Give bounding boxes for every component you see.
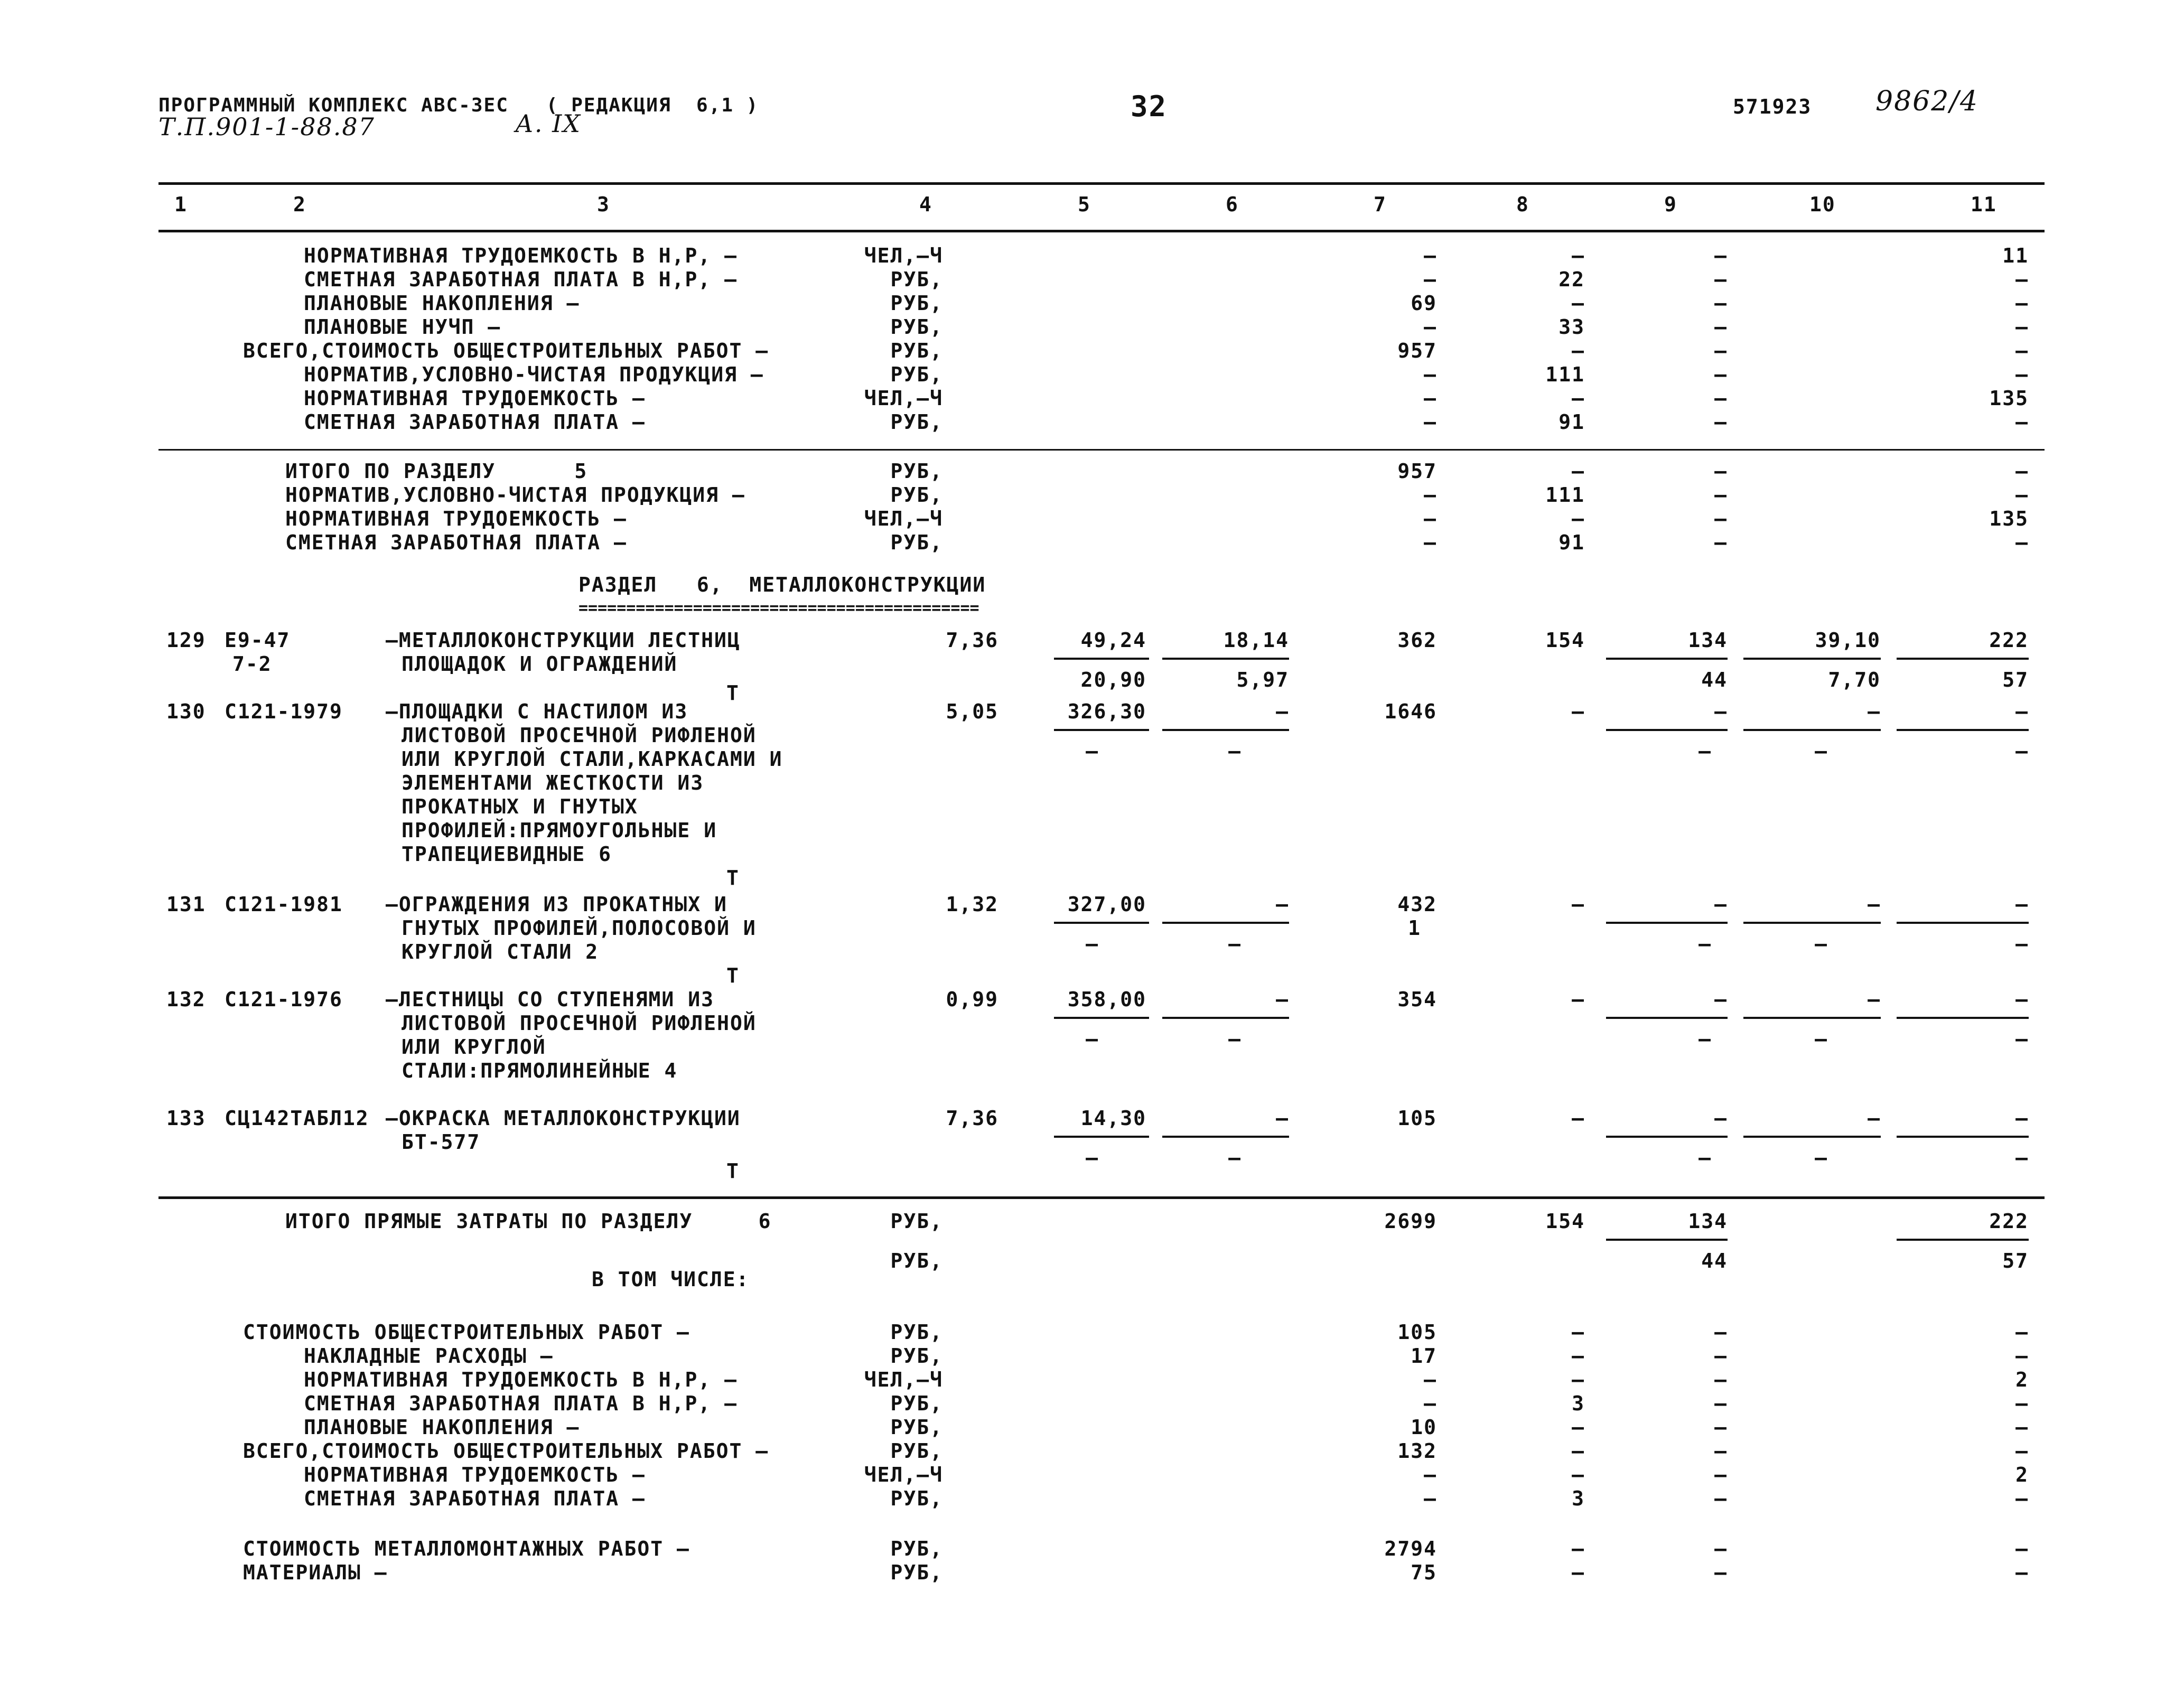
summary-row-unit: РУБ,: [890, 460, 943, 483]
col9-value: –: [1714, 1392, 1728, 1415]
program-header: ПРОГРАММНЫЙ КОМПЛЕКС АВС-3ЕС ( РЕДАКЦИЯ 6,1 ): [158, 95, 759, 116]
page-number: 32: [1131, 90, 1168, 123]
fraction-line: [1054, 658, 1149, 660]
col10-value: 39,10: [1815, 629, 1881, 652]
col10-sub-value: 7,70: [1828, 668, 1881, 691]
item-t-mark: Т: [726, 866, 740, 890]
col7-value: –: [1424, 507, 1437, 530]
item-description-line: –ОКРАСКА МЕТАЛЛОКОНСТРУКЦИИ: [386, 1107, 741, 1130]
fraction-line: [1162, 1017, 1289, 1019]
col7-value: 132: [1397, 1439, 1437, 1463]
col9-sub-value: –: [1698, 932, 1712, 956]
col9-value: –: [1714, 1487, 1728, 1510]
col8-value: 22: [1558, 268, 1585, 291]
summary-row-label: ПЛАНОВЫЕ НАКОПЛЕНИЯ –: [304, 292, 580, 315]
section5-rule: [158, 449, 2045, 451]
item-description-line: ЭЛЕМЕНТАМИ ЖЕСТКОСТИ ИЗ: [402, 771, 704, 794]
col6-sub-value: –: [1228, 739, 1242, 763]
col8-value: –: [1572, 988, 1585, 1011]
fraction-line: [1743, 1136, 1881, 1138]
fraction-line: [1897, 658, 2029, 660]
col8-value: –: [1572, 1416, 1585, 1439]
col11-value: –: [2015, 1321, 2029, 1344]
summary-row-unit: РУБ,: [890, 292, 943, 315]
fraction-line: [1606, 922, 1728, 924]
column-number: 10: [1809, 193, 1836, 216]
col7-value: 957: [1397, 339, 1437, 362]
column-number: 2: [293, 193, 306, 216]
col11-value: –: [2015, 339, 2029, 362]
col9-value: –: [1714, 1537, 1728, 1560]
fraction-line: [1606, 1239, 1728, 1241]
summary-row-label: МАТЕРИАЛЫ –: [243, 1561, 388, 1584]
col9-value: –: [1714, 387, 1728, 410]
col7-value: –: [1424, 387, 1437, 410]
item-number: 132: [166, 988, 206, 1011]
col8-value: –: [1572, 1463, 1585, 1486]
column-number: 8: [1516, 193, 1529, 216]
summary-row-unit: РУБ,: [890, 1321, 943, 1344]
item-t-mark: Т: [726, 1159, 740, 1183]
item-code-line2: 7-2: [232, 652, 272, 676]
col8-value: 111: [1545, 483, 1585, 507]
item-code: С121-1979: [225, 700, 343, 723]
col4-value: 5,05: [946, 700, 998, 723]
fraction-line: [1743, 658, 1881, 660]
col11-value: –: [2015, 292, 2029, 315]
col11-value: 222: [1989, 629, 2029, 652]
col11-value: 2: [2015, 1368, 2029, 1391]
col7-value: 432: [1397, 893, 1437, 916]
column-header-rule: [158, 230, 2045, 232]
col8-value: –: [1572, 339, 1585, 362]
col7-value: 2699: [1384, 1210, 1437, 1233]
fraction-line: [1743, 729, 1881, 731]
item-description-line: –ЛЕСТНИЦЫ СО СТУПЕНЯМИ ИЗ: [386, 988, 714, 1011]
col6-sub-value: –: [1228, 1027, 1242, 1051]
summary-row-unit: РУБ,: [890, 1487, 943, 1510]
col9-value: –: [1714, 339, 1728, 362]
summary-row-label: СМЕТНАЯ ЗАРАБОТНАЯ ПЛАТА В Н,Р, –: [304, 1392, 738, 1415]
item-number: 131: [166, 893, 206, 916]
col9-value: –: [1714, 268, 1728, 291]
summary-row-label: ВСЕГО,СТОИМОСТЬ ОБЩЕСТРОИТЕЛЬНЫХ РАБОТ –: [243, 1439, 769, 1463]
col11-sub-value: –: [2015, 932, 2029, 956]
col11-value: –: [2015, 460, 2029, 483]
summary-row-label: СТОИМОСТЬ МЕТАЛЛОМОНТАЖНЫХ РАБОТ –: [243, 1537, 690, 1560]
col10-value: –: [1868, 700, 1881, 723]
col8-value: –: [1572, 244, 1585, 267]
col9-value: –: [1714, 1439, 1728, 1463]
tp-number: Т.П.901-1-88.87: [158, 113, 375, 141]
item-code: СЦ142ТАБЛ12: [225, 1107, 369, 1130]
col5-value: 49,24: [1080, 629, 1146, 652]
col8-value: 154: [1545, 629, 1585, 652]
col10-value: –: [1868, 1107, 1881, 1130]
item-description-line: ПРОКАТНЫХ И ГНУТЫХ: [402, 795, 638, 818]
handwritten-code: 9862/4: [1875, 86, 1978, 117]
summary-row-unit: РУБ,: [890, 339, 943, 362]
col9-value: –: [1714, 315, 1728, 339]
summary-row-label: НОРМАТИВНАЯ ТРУДОЕМКОСТЬ В Н,Р, –: [304, 1368, 738, 1391]
summary-row-label: ВСЕГО,СТОИМОСТЬ ОБЩЕСТРОИТЕЛЬНЫХ РАБОТ –: [243, 339, 769, 362]
summary-row-label: НОРМАТИВНАЯ ТРУДОЕМКОСТЬ –: [285, 507, 627, 530]
col11-value: –: [2015, 1344, 2029, 1368]
col7-value: 2794: [1384, 1537, 1437, 1560]
col8-value: –: [1572, 1107, 1585, 1130]
col9-value: –: [1714, 700, 1728, 723]
col5-value: 358,00: [1067, 988, 1146, 1011]
col11-value: –: [2015, 1487, 2029, 1510]
col9-sub-value: 44: [1701, 668, 1728, 691]
summary-row-label: СМЕТНАЯ ЗАРАБОТНАЯ ПЛАТА –: [285, 531, 627, 554]
fraction-line: [1897, 922, 2029, 924]
col7-value: 354: [1397, 988, 1437, 1011]
col8-value: –: [1572, 507, 1585, 530]
summary-row-label: НОРМАТИВ,УСЛОВНО-ЧИСТАЯ ПРОДУКЦИЯ –: [304, 363, 764, 386]
summary-row-label: ПЛАНОВЫЕ НАКОПЛЕНИЯ –: [304, 1416, 580, 1439]
fraction-line: [1743, 922, 1881, 924]
col7-value: 75: [1411, 1561, 1437, 1584]
col5-sub-value: –: [1086, 1027, 1099, 1051]
col7-value: –: [1424, 244, 1437, 267]
col7-value: –: [1424, 531, 1437, 554]
col10-sub-value: –: [1815, 739, 1828, 763]
summary-row-unit: РУБ,: [890, 1537, 943, 1560]
col11-value: –: [2015, 1107, 2029, 1130]
col9-value: –: [1714, 1321, 1728, 1344]
item-t-mark: Т: [726, 964, 740, 987]
col5-value: 14,30: [1080, 1107, 1146, 1130]
col8-value: 91: [1558, 531, 1585, 554]
summary-row-unit: ЧЕЛ,–Ч: [864, 1463, 943, 1486]
col9-value: –: [1714, 1463, 1728, 1486]
col5-sub-value: –: [1086, 1146, 1099, 1169]
summary-row-unit: РУБ,: [890, 1416, 943, 1439]
summary-row-unit: РУБ,: [890, 483, 943, 507]
summary-row-unit: РУБ,: [890, 363, 943, 386]
col11-sub-value: –: [2015, 1027, 2029, 1051]
col9-value: –: [1714, 410, 1728, 434]
col11-value: –: [2015, 1537, 2029, 1560]
col9-value: –: [1714, 363, 1728, 386]
item-number: 130: [166, 700, 206, 723]
col11-value: –: [2015, 268, 2029, 291]
col8-value: –: [1572, 387, 1585, 410]
album-number: А. IX: [515, 109, 581, 138]
col9-value: –: [1714, 893, 1728, 916]
col9-sub-value: –: [1698, 1027, 1712, 1051]
col11-value: 222: [1989, 1210, 2029, 1233]
col8-value: –: [1572, 460, 1585, 483]
col4-value: 0,99: [946, 988, 998, 1011]
col4-value: 1,32: [946, 893, 998, 916]
col11-value: –: [2015, 1416, 2029, 1439]
fraction-line: [1743, 1017, 1881, 1019]
summary-row-label: СМЕТНАЯ ЗАРАБОТНАЯ ПЛАТА –: [304, 1487, 646, 1510]
col11-value: –: [2015, 893, 2029, 916]
col8-value: –: [1572, 1537, 1585, 1560]
col11-sub-value: 57: [2002, 668, 2029, 691]
col9-value: –: [1714, 531, 1728, 554]
item-description-line: КРУГЛОЙ СТАЛИ 2: [402, 940, 599, 963]
col7-value: –: [1424, 315, 1437, 339]
col11-value: –: [2015, 1439, 2029, 1463]
col9-value: –: [1714, 1416, 1728, 1439]
fraction-line: [1162, 729, 1289, 731]
col7-value: –: [1424, 1463, 1437, 1486]
fraction-line: [1606, 1136, 1728, 1138]
col11-sub-value: –: [2015, 739, 2029, 763]
col9-value: –: [1714, 1107, 1728, 1130]
col4-value: 7,36: [946, 1107, 998, 1130]
fraction-line: [1606, 1017, 1728, 1019]
col7-value: –: [1424, 1368, 1437, 1391]
col9-sub-value: –: [1698, 739, 1712, 763]
section-title-underline: ==========================================: [578, 599, 979, 617]
column-number: 1: [174, 193, 188, 216]
summary-row-unit: ЧЕЛ,–Ч: [864, 507, 943, 530]
summary-row-label: НОРМАТИВНАЯ ТРУДОЕМКОСТЬ –: [304, 387, 646, 410]
col10-sub-value: –: [1815, 1146, 1828, 1169]
col8-value: 3: [1572, 1487, 1585, 1510]
fraction-line: [1606, 729, 1728, 731]
item-description-line: –МЕТАЛЛОКОНСТРУКЦИИ ЛЕСТНИЦ: [386, 629, 741, 652]
col8-value: –: [1572, 893, 1585, 916]
col5-sub-value: –: [1086, 739, 1099, 763]
fraction-line: [1162, 922, 1289, 924]
summary-row-label: СМЕТНАЯ ЗАРАБОТНАЯ ПЛАТА В Н,Р, –: [304, 268, 738, 291]
col6-value: –: [1276, 893, 1289, 916]
col9-value: –: [1714, 1561, 1728, 1584]
col6-value: –: [1276, 1107, 1289, 1130]
fraction-line: [1054, 1136, 1149, 1138]
item-code: Е9-47: [225, 629, 291, 652]
item-description-line: ИЛИ КРУГЛОЙ: [402, 1035, 546, 1059]
col8-value: –: [1572, 1561, 1585, 1584]
col9-value: –: [1714, 507, 1728, 530]
item-code: С121-1981: [225, 893, 343, 916]
fraction-line: [1054, 922, 1149, 924]
col9-sub-value: 44: [1701, 1249, 1728, 1272]
summary-row-unit: РУБ,: [890, 268, 943, 291]
col9-value: 134: [1688, 629, 1728, 652]
col7-value: 957: [1397, 460, 1437, 483]
col8-value: –: [1572, 1321, 1585, 1344]
fraction-line: [1897, 1017, 2029, 1019]
item-description-line: –ПЛОЩАДКИ С НАСТИЛОМ ИЗ: [386, 700, 688, 723]
col10-value: –: [1868, 988, 1881, 1011]
item-code: С121-1976: [225, 988, 343, 1011]
col9-value: –: [1714, 244, 1728, 267]
summary-row-label: НАКЛАДНЫЕ РАСХОДЫ –: [304, 1344, 554, 1368]
fraction-line: [1054, 729, 1149, 731]
col7-value: –: [1424, 1487, 1437, 1510]
section6-total-label: ИТОГО ПРЯМЫЕ ЗАТРАТЫ ПО РАЗДЕЛУ 6: [285, 1210, 772, 1233]
col11-value: 2: [2015, 1463, 2029, 1486]
col8-value: –: [1572, 1344, 1585, 1368]
summary-row-unit: РУБ,: [890, 1392, 943, 1415]
col10-sub-value: –: [1815, 932, 1828, 956]
item-description-line: ИЛИ КРУГЛОЙ СТАЛИ,КАРКАСАМИ И: [402, 747, 783, 771]
col9-value: –: [1714, 1368, 1728, 1391]
col8-value: 154: [1545, 1210, 1585, 1233]
col6-value: –: [1276, 700, 1289, 723]
col7-value: 105: [1397, 1107, 1437, 1130]
item-description-line: ЛИСТОВОЙ ПРОСЕЧНОЙ РИФЛЕНОЙ: [402, 1012, 757, 1035]
item-t-mark: Т: [726, 681, 740, 705]
col8-value: –: [1572, 700, 1585, 723]
col7-value: –: [1424, 410, 1437, 434]
col6-sub-value: –: [1228, 1146, 1242, 1169]
col9-value: –: [1714, 988, 1728, 1011]
summary-row-label: НОРМАТИВНАЯ ТРУДОЕМКОСТЬ В Н,Р, –: [304, 244, 738, 267]
col11-value: –: [2015, 315, 2029, 339]
col7-value: 1646: [1384, 700, 1437, 723]
col5-sub-value: –: [1086, 932, 1099, 956]
section-title: РАЗДЕЛ 6, МЕТАЛЛОКОНСТРУКЦИИ: [578, 573, 986, 596]
col6-value: –: [1276, 988, 1289, 1011]
summary-row-label: ИТОГО ПО РАЗДЕЛУ 5: [285, 460, 588, 483]
col11-sub-value: –: [2015, 1146, 2029, 1169]
col7-value: 10: [1411, 1416, 1437, 1439]
item-description-line: ПРОФИЛЕЙ:ПРЯМОУГОЛЬНЫЕ И: [402, 819, 717, 842]
col7-sub-value: 1: [1408, 916, 1421, 940]
column-number: 9: [1664, 193, 1677, 216]
section6-total-unit: РУБ,: [890, 1210, 943, 1233]
item-number: 133: [166, 1107, 206, 1130]
item-description-line: ПЛОЩАДОК И ОГРАЖДЕНИЙ: [402, 652, 678, 676]
col11-value: 135: [1989, 387, 2029, 410]
col8-value: 91: [1558, 410, 1585, 434]
item-description-line: СТАЛИ:ПРЯМОЛИНЕЙНЫЕ 4: [402, 1059, 678, 1082]
column-number: 6: [1226, 193, 1239, 216]
col7-value: 17: [1411, 1344, 1437, 1368]
col9-value: –: [1714, 292, 1728, 315]
summary-row-label: СТОИМОСТЬ ОБЩЕСТРОИТЕЛЬНЫХ РАБОТ –: [243, 1321, 690, 1344]
col11-value: –: [2015, 531, 2029, 554]
col8-value: 3: [1572, 1392, 1585, 1415]
col11-value: –: [2015, 483, 2029, 507]
col10-value: –: [1868, 893, 1881, 916]
col11-sub-value: 57: [2002, 1249, 2029, 1272]
column-number: 11: [1971, 193, 1997, 216]
item-description-line: ЛИСТОВОЙ ПРОСЕЧНОЙ РИФЛЕНОЙ: [402, 724, 757, 747]
section6-total-unit2: РУБ,: [890, 1249, 943, 1272]
col7-value: 69: [1411, 292, 1437, 315]
col5-value: 327,00: [1067, 893, 1146, 916]
summary-row-unit: РУБ,: [890, 1344, 943, 1368]
table-top-rule: [158, 182, 2045, 185]
col11-value: –: [2015, 1392, 2029, 1415]
fraction-line: [1162, 1136, 1289, 1138]
col4-value: 7,36: [946, 629, 998, 652]
col8-value: –: [1572, 1368, 1585, 1391]
col6-sub-value: –: [1228, 932, 1242, 956]
summary-row-unit: РУБ,: [890, 1439, 943, 1463]
col9-value: –: [1714, 483, 1728, 507]
fraction-line: [1162, 658, 1289, 660]
col6-sub-value: 5,97: [1236, 668, 1289, 691]
summary-row-unit: РУБ,: [890, 410, 943, 434]
item-description-line: БТ-577: [402, 1130, 481, 1154]
col9-value: –: [1714, 1344, 1728, 1368]
col7-value: –: [1424, 363, 1437, 386]
fraction-line: [1054, 1017, 1149, 1019]
item-number: 129: [166, 629, 206, 652]
col11-value: –: [2015, 1561, 2029, 1584]
col11-value: –: [2015, 988, 2029, 1011]
col9-value: 134: [1688, 1210, 1728, 1233]
col7-value: –: [1424, 1392, 1437, 1415]
col9-value: –: [1714, 460, 1728, 483]
col11-value: –: [2015, 363, 2029, 386]
col5-sub-value: 20,90: [1080, 668, 1146, 691]
summary-row-unit: ЧЕЛ,–Ч: [864, 387, 943, 410]
item-description-line: ГНУТЫХ ПРОФИЛЕЙ,ПОЛОСОВОЙ И: [402, 916, 757, 940]
column-number: 7: [1374, 193, 1387, 216]
fraction-line: [1606, 658, 1728, 660]
summary-row-unit: РУБ,: [890, 531, 943, 554]
item-description-line: –ОГРАЖДЕНИЯ ИЗ ПРОКАТНЫХ И: [386, 893, 727, 916]
column-number: 3: [597, 193, 610, 216]
summary-row-label: НОРМАТИВ,УСЛОВНО-ЧИСТАЯ ПРОДУКЦИЯ –: [285, 483, 745, 507]
col11-value: 135: [1989, 507, 2029, 530]
summary-row-label: СМЕТНАЯ ЗАРАБОТНАЯ ПЛАТА –: [304, 410, 646, 434]
summary-row-unit: РУБ,: [890, 1561, 943, 1584]
col7-value: –: [1424, 268, 1437, 291]
summary-row-unit: РУБ,: [890, 315, 943, 339]
col7-value: 362: [1397, 629, 1437, 652]
col5-value: 326,30: [1067, 700, 1146, 723]
col11-value: 11: [2002, 244, 2029, 267]
doc-code: 571923: [1733, 95, 1812, 118]
col11-value: –: [2015, 700, 2029, 723]
fraction-line: [1897, 1136, 2029, 1138]
col7-value: 105: [1397, 1321, 1437, 1344]
including-label: В ТОМ ЧИСЛЕ:: [592, 1268, 750, 1291]
col11-value: –: [2015, 410, 2029, 434]
col8-value: –: [1572, 1439, 1585, 1463]
fraction-line: [1897, 1239, 2029, 1241]
column-number: 4: [919, 193, 932, 216]
col8-value: 111: [1545, 363, 1585, 386]
col8-value: –: [1572, 292, 1585, 315]
summary-row-unit: ЧЕЛ,–Ч: [864, 244, 943, 267]
col9-sub-value: –: [1698, 1146, 1712, 1169]
column-number: 5: [1078, 193, 1091, 216]
section6-total-rule: [158, 1196, 2045, 1199]
col8-value: 33: [1558, 315, 1585, 339]
item-description-line: ТРАПЕЦИЕВИДНЫЕ 6: [402, 843, 612, 866]
summary-row-unit: ЧЕЛ,–Ч: [864, 1368, 943, 1391]
col6-value: 18,14: [1223, 629, 1289, 652]
col10-sub-value: –: [1815, 1027, 1828, 1051]
summary-row-label: ПЛАНОВЫЕ НУЧП –: [304, 315, 501, 339]
col7-value: –: [1424, 483, 1437, 507]
summary-row-label: НОРМАТИВНАЯ ТРУДОЕМКОСТЬ –: [304, 1463, 646, 1486]
fraction-line: [1897, 729, 2029, 731]
